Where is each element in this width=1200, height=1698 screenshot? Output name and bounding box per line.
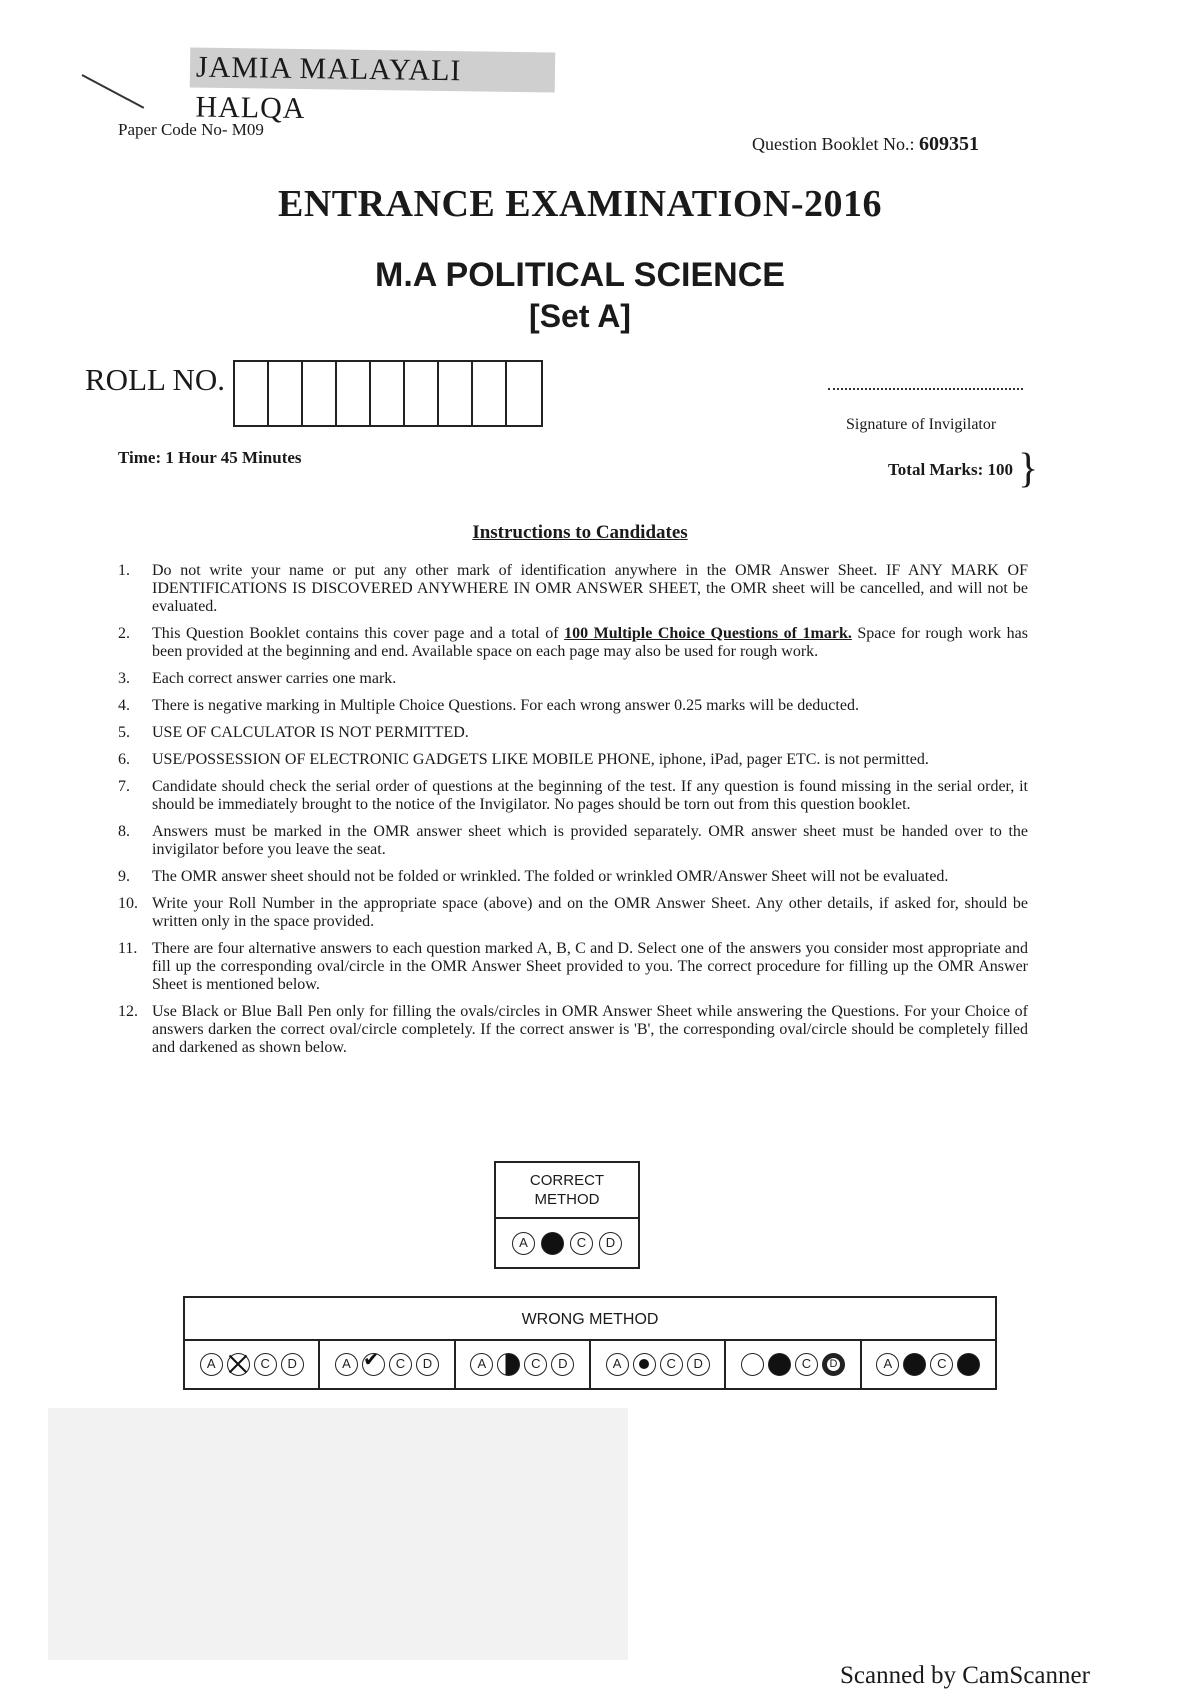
- wrong-example-double-fill: [862, 1341, 995, 1388]
- correct-method-box: [494, 1161, 640, 1269]
- instruction-item: [118, 724, 1028, 742]
- bubble-a: A: [876, 1353, 899, 1376]
- roll-digit-box[interactable]: [371, 362, 405, 425]
- bubble-d-filled: [957, 1353, 980, 1376]
- instructions-list: [118, 562, 1028, 1066]
- instruction-item: [118, 697, 1028, 715]
- bubble-a: A: [335, 1353, 358, 1376]
- instruction-number: 10.: [118, 895, 138, 912]
- bubble-d: D: [551, 1353, 574, 1376]
- roll-digit-box[interactable]: [473, 362, 507, 425]
- bubble-c: C: [524, 1353, 547, 1376]
- time-allowed: Time: 1 Hour 45 Minutes: [118, 448, 302, 467]
- arrow-mark: [82, 74, 145, 109]
- bubble-b-filled: [768, 1353, 791, 1376]
- instruction-emphasis: 100 Multiple Choice Questions of 1mark.: [564, 625, 852, 642]
- wrong-example-multiple: [726, 1341, 861, 1388]
- instruction-number: 4.: [118, 697, 130, 714]
- total-marks: Total Marks: 100: [888, 460, 1013, 479]
- institution-stamp: JAMIA MALAYALI HALQA: [190, 47, 556, 92]
- scan-smudge: [48, 1408, 628, 1660]
- instruction-text: Answers must be marked in the OMR answer sheet which is provided separately. OMR answer sheet must be handed over to the invigilator before you leave the seat.: [152, 823, 1028, 858]
- bubble-d: D: [281, 1353, 304, 1376]
- instruction-item: [118, 1003, 1028, 1057]
- instruction-text: There are four alternative answers to each question marked A, B, C and D. Select one of the answers you consider most appropriate and fill up the corresponding oval/circle in the OMR Answer Sheet provided to you. The correct procedure for filling up the OMR Answer Sheet is mentioned below.: [152, 940, 1028, 993]
- instruction-item: [118, 562, 1028, 616]
- booklet-value: 609351: [919, 133, 979, 155]
- instruction-text-part: Space for rough work has been provided at the beginning and end. Available space on each page may also be used for rough work.: [152, 625, 1028, 660]
- roll-digit-box[interactable]: [235, 362, 269, 425]
- instruction-text: The OMR answer sheet should not be folded or wrinkled. The folded or wrinkled OMR/Answer Sheet will not be evaluated.: [152, 868, 949, 885]
- instruction-text: Candidate should check the serial order of questions at the beginning of the test. If any question is found missing in the serial order, it should be immediately brought to the notice of the Invigilator. No pages should be torn out from this question booklet.: [152, 778, 1028, 813]
- instruction-item: [118, 751, 1028, 769]
- bubble-a: A: [512, 1232, 535, 1255]
- instruction-number: 6.: [118, 751, 130, 768]
- booklet-label: Question Booklet No.:: [752, 134, 915, 154]
- instruction-number: 5.: [118, 724, 130, 741]
- bubble-c: C: [389, 1353, 412, 1376]
- bubble-b-dotted: [633, 1353, 656, 1376]
- instruction-number: 9.: [118, 868, 130, 885]
- bubble-a: A: [200, 1353, 223, 1376]
- correct-method-label-line: METHOD: [534, 1191, 600, 1208]
- instruction-number: 11.: [118, 940, 138, 957]
- instruction-item: [118, 868, 1028, 886]
- instruction-text: Use Black or Blue Ball Pen only for filling the ovals/circles in OMR Answer Sheet while answering the Questions. For your Choice of answers darken the correct oval/circle completely. If the correct answer is 'B', the corresponding oval/circle should be completely filled and darkened as shown below.: [152, 1003, 1028, 1056]
- wrong-method-box: [183, 1296, 997, 1390]
- set-label: [Set A]: [529, 298, 631, 334]
- brace-mark: }: [1018, 446, 1039, 492]
- instructions-heading: Instructions to Candidates: [472, 522, 688, 543]
- wrong-example-tick: [320, 1341, 455, 1388]
- instruction-text: Each correct answer carries one mark.: [152, 670, 397, 687]
- roll-digit-box[interactable]: [405, 362, 439, 425]
- instruction-item: [118, 778, 1028, 814]
- correct-bubble-row: [496, 1219, 638, 1267]
- roll-no-boxes[interactable]: [233, 360, 543, 427]
- instruction-text: Write your Roll Number in the appropriate space (above) and on the OMR Answer Sheet. Any other details, if asked for, should be written only in the space provided.: [152, 895, 1028, 930]
- bubble-c: C: [660, 1353, 683, 1376]
- bubble-c: C: [795, 1353, 818, 1376]
- instruction-text-part: This Question Booklet contains this cover page and a total of: [152, 625, 565, 642]
- roll-no-label: ROLL NO.: [85, 362, 226, 397]
- bubble-c: C: [570, 1232, 593, 1255]
- bubble-b-filled: [541, 1232, 564, 1255]
- instruction-number: 8.: [118, 823, 130, 840]
- bubble-b-filled: [903, 1353, 926, 1376]
- instruction-text: USE/POSSESSION OF ELECTRONIC GADGETS LIKE MOBILE PHONE, iphone, iPad, pager ETC. is not permitted.: [152, 751, 929, 768]
- bubble-a-empty: [741, 1353, 764, 1376]
- bubble-c: C: [254, 1353, 277, 1376]
- instruction-item: [118, 940, 1028, 994]
- bubble-d: D: [416, 1353, 439, 1376]
- correct-method-label: [496, 1163, 638, 1219]
- instruction-item: [118, 823, 1028, 859]
- paper-code: Paper Code No- M09: [118, 120, 264, 139]
- instruction-item: [118, 670, 1028, 688]
- bubble-b-ticked: [362, 1353, 385, 1376]
- bubble-a: A: [606, 1353, 629, 1376]
- exam-title: ENTRANCE EXAMINATION-2016: [278, 183, 882, 225]
- instruction-number: 7.: [118, 778, 130, 795]
- instruction-number: 1.: [118, 562, 130, 579]
- instruction-text: [152, 625, 1028, 661]
- bubble-d-ringed: D: [822, 1353, 845, 1376]
- bubble-d: D: [599, 1232, 622, 1255]
- instruction-number: 2.: [118, 625, 130, 642]
- booklet-number: [752, 133, 979, 156]
- instruction-number: 3.: [118, 670, 130, 687]
- signature-label: Signature of Invigilator: [846, 416, 997, 433]
- scanner-watermark: Scanned by CamScanner: [840, 1662, 1090, 1689]
- instruction-item: [118, 895, 1028, 931]
- bubble-b-half: [497, 1353, 520, 1376]
- bubble-c: C: [930, 1353, 953, 1376]
- signature-line: [828, 388, 1023, 390]
- instruction-text: Do not write your name or put any other mark of identification anywhere in the OMR Answer Sheet. IF ANY MARK OF IDENTIFICATIONS IS DISCOVERED ANYWHERE IN OMR ANSWER SHEET, the OMR sheet will be cancelled, and will not be evaluated.: [152, 562, 1028, 615]
- bubble-a: A: [470, 1353, 493, 1376]
- bubble-b-crossed: [227, 1353, 250, 1376]
- instruction-item: [118, 625, 1028, 661]
- wrong-example-dot: [591, 1341, 726, 1388]
- wrong-method-row: [185, 1341, 995, 1388]
- instruction-number: 12.: [118, 1003, 138, 1020]
- bubble-d: D: [687, 1353, 710, 1376]
- roll-digit-box[interactable]: [507, 362, 541, 425]
- instruction-text: There is negative marking in Multiple Choice Questions. For each wrong answer 0.25 marks will be deducted.: [152, 697, 859, 714]
- roll-digit-box[interactable]: [269, 362, 303, 425]
- correct-method-label-line: CORRECT: [529, 1172, 605, 1189]
- wrong-example-cross: [185, 1341, 320, 1388]
- subject-title: M.A POLITICAL SCIENCE: [375, 256, 785, 294]
- wrong-example-half-filled: [456, 1341, 591, 1388]
- instruction-text: USE OF CALCULATOR IS NOT PERMITTED.: [152, 724, 469, 741]
- wrong-method-label: WRONG METHOD: [185, 1298, 995, 1341]
- roll-digit-box[interactable]: [337, 362, 371, 425]
- roll-digit-box[interactable]: [303, 362, 337, 425]
- roll-digit-box[interactable]: [439, 362, 473, 425]
